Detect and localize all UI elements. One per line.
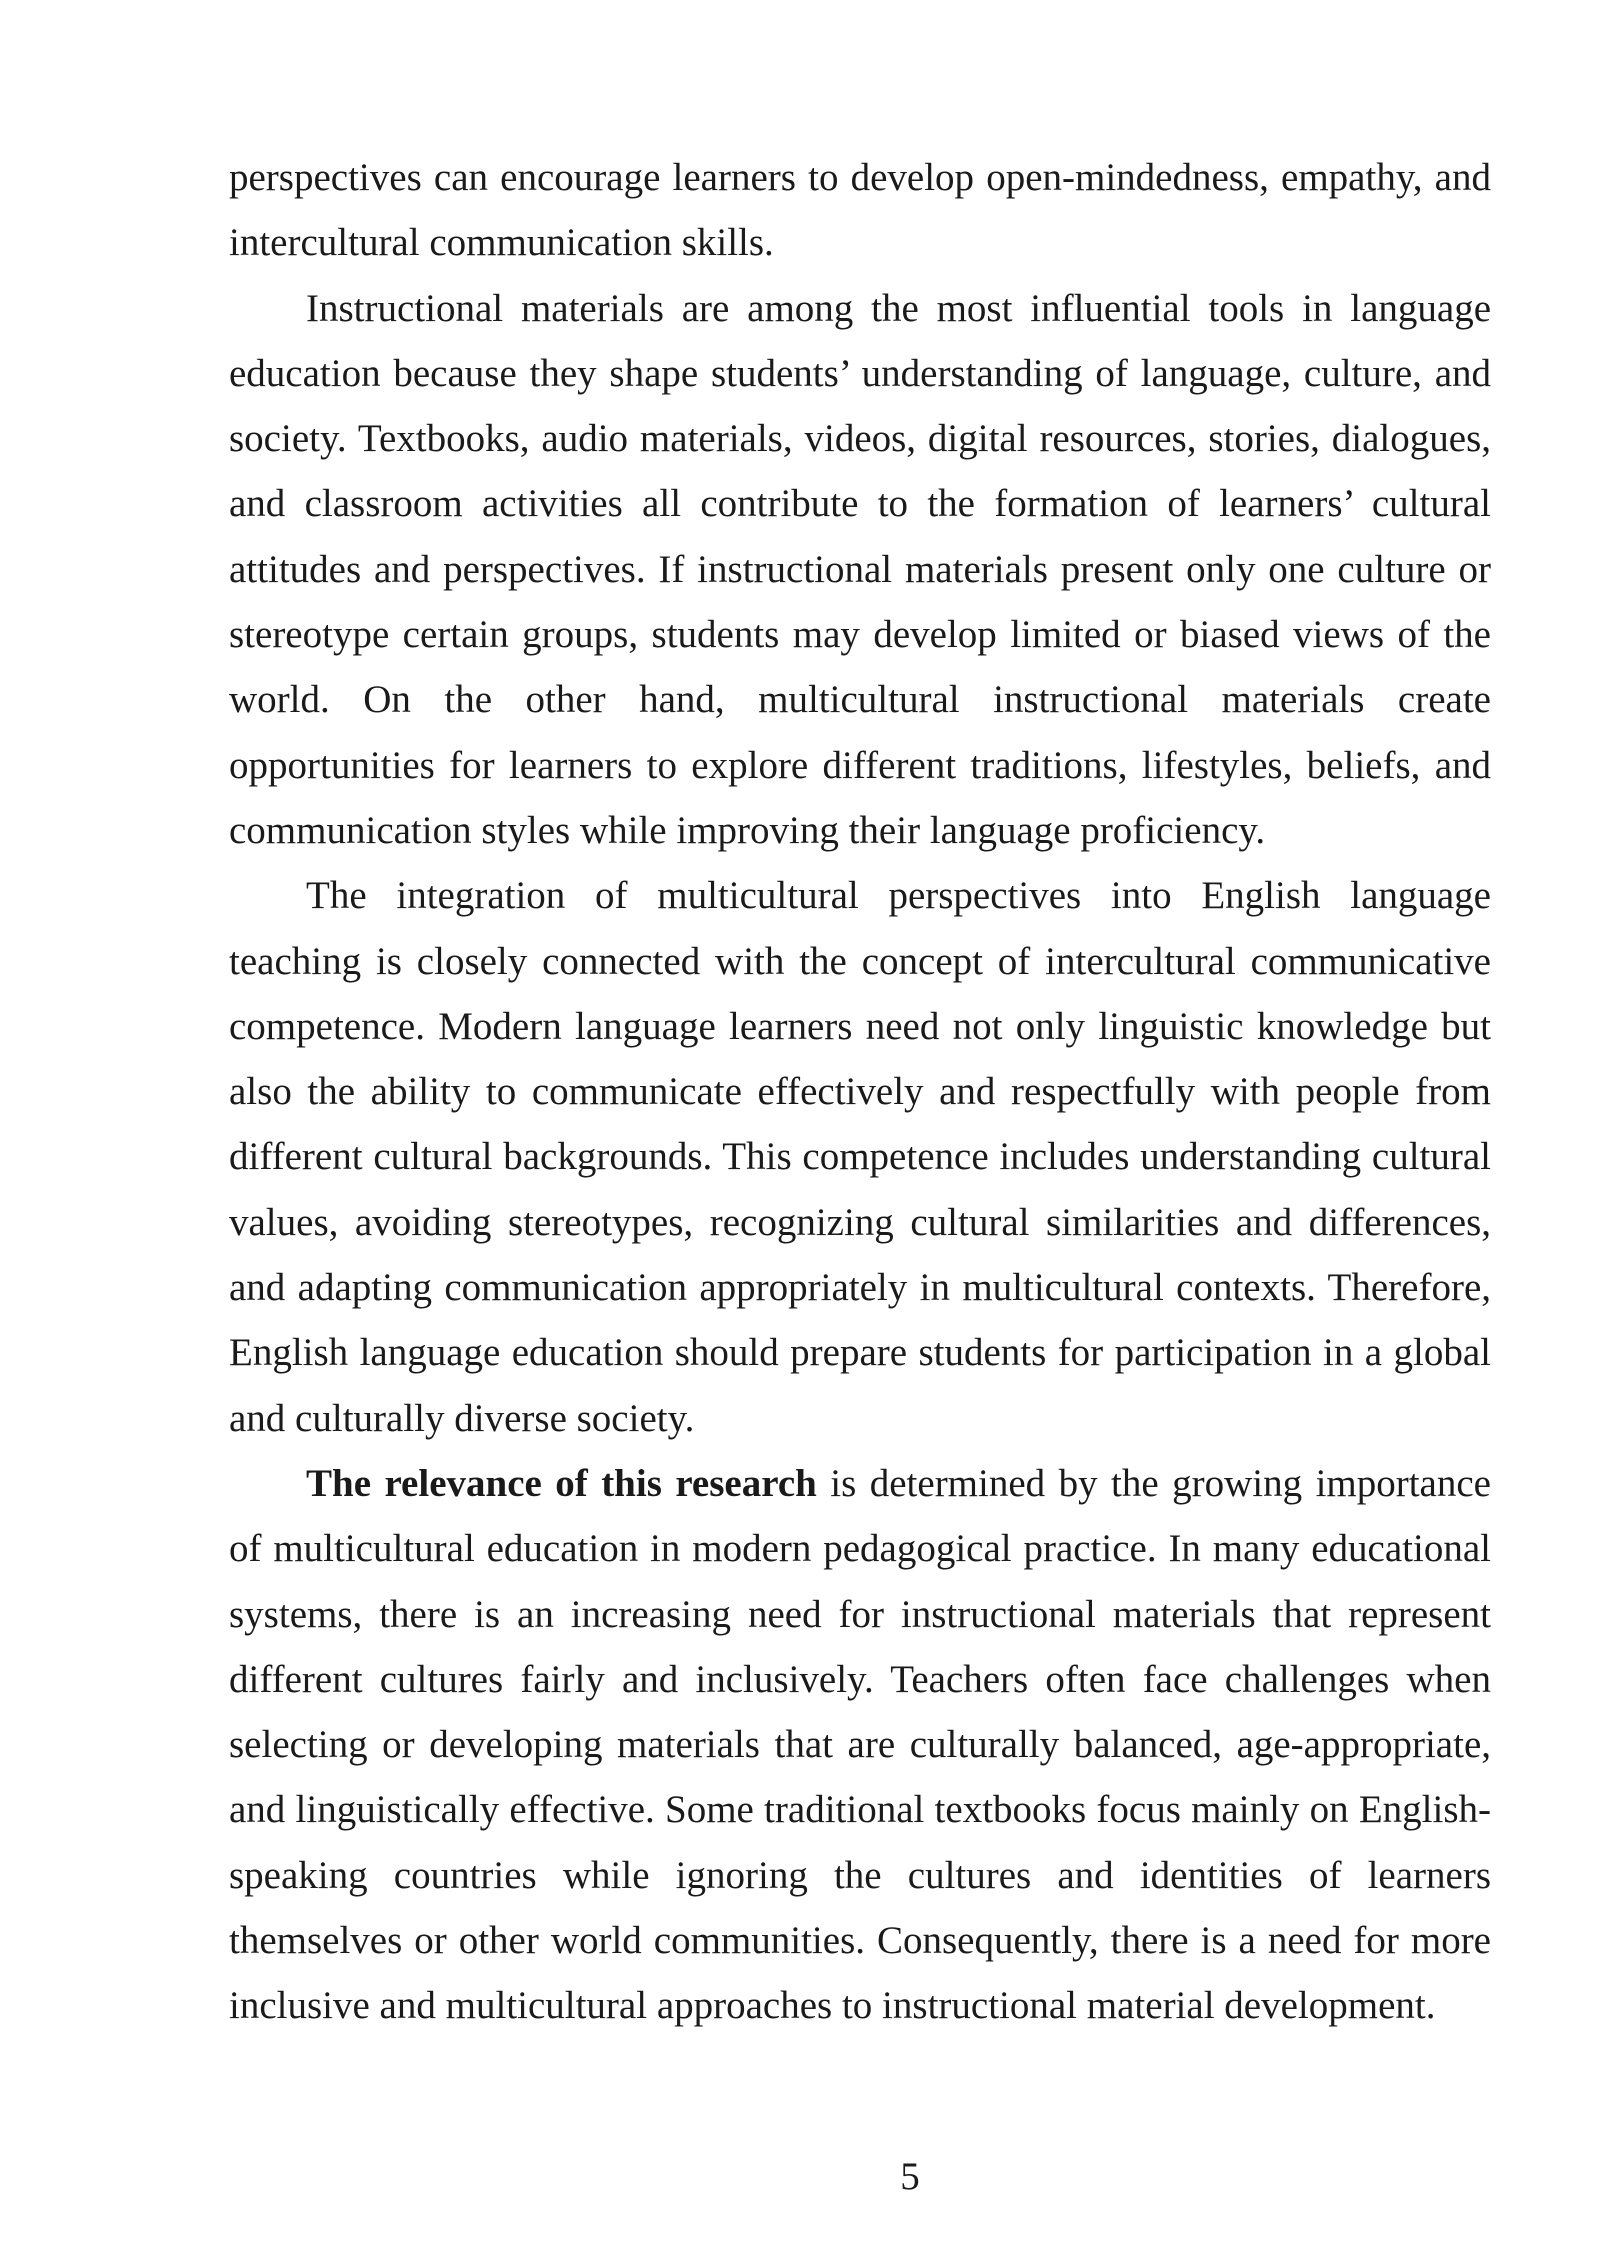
relevance-heading: The relevance of this research [306, 1461, 817, 1505]
relevance-body: is determined by the growing importance of multicultural education in modern pedagogical practice. In many educational systems, there is an increasing need for instructional materials that represent different cultures fairly and inclusively. Teachers often face challenges when selecting or developing materials that are culturally balanced, age-appropriate, and linguistically effective. Some traditional textbooks focus mainly on English-speaking countries while ignoring the cultures and identities of learners themselves or other world communities. Consequently, there is a need for more inclusive and multicultural approaches to instructional material development. [229, 1461, 1491, 2028]
paragraph-continuation: perspectives can encourage learners to develop open-mindedness, empathy, and intercultural communication skills. [229, 156, 1491, 265]
document-page [229, 145, 1491, 2039]
paragraph-intercultural-competence: The integration of multicultural perspectives into English language teaching is closely connected with the concept of intercultural communicative competence. Modern language learners need not only linguistic knowledge but also the ability to communicate effectively and respectfully with people from different cultural backgrounds. This competence includes understanding cultural values, avoiding stereotypes, recognizing cultural similarities and differences, and adapting communication appropriately in multicultural contexts. Therefore, English language education should prepare students for participation in a global and culturally diverse society. [229, 874, 1491, 1440]
paragraph-instructional-materials: Instructional materials are among the most influential tools in language education because they shape students’ understanding of language, culture, and society. Textbooks, audio materials, videos, digital resources, stories, dialogues, and classroom activities all contribute to the formation of learners’ cultural attitudes and perspectives. If instructional materials present only one culture or stereotype certain groups, students may develop limited or biased views of the world. On the other hand, multicultural instructional materials create opportunities for learners to explore different traditions, lifestyles, beliefs, and communication styles while improving their language proficiency. [229, 286, 1491, 852]
page-number: 5 [900, 2155, 920, 2198]
paragraph-relevance [229, 1451, 1491, 2039]
